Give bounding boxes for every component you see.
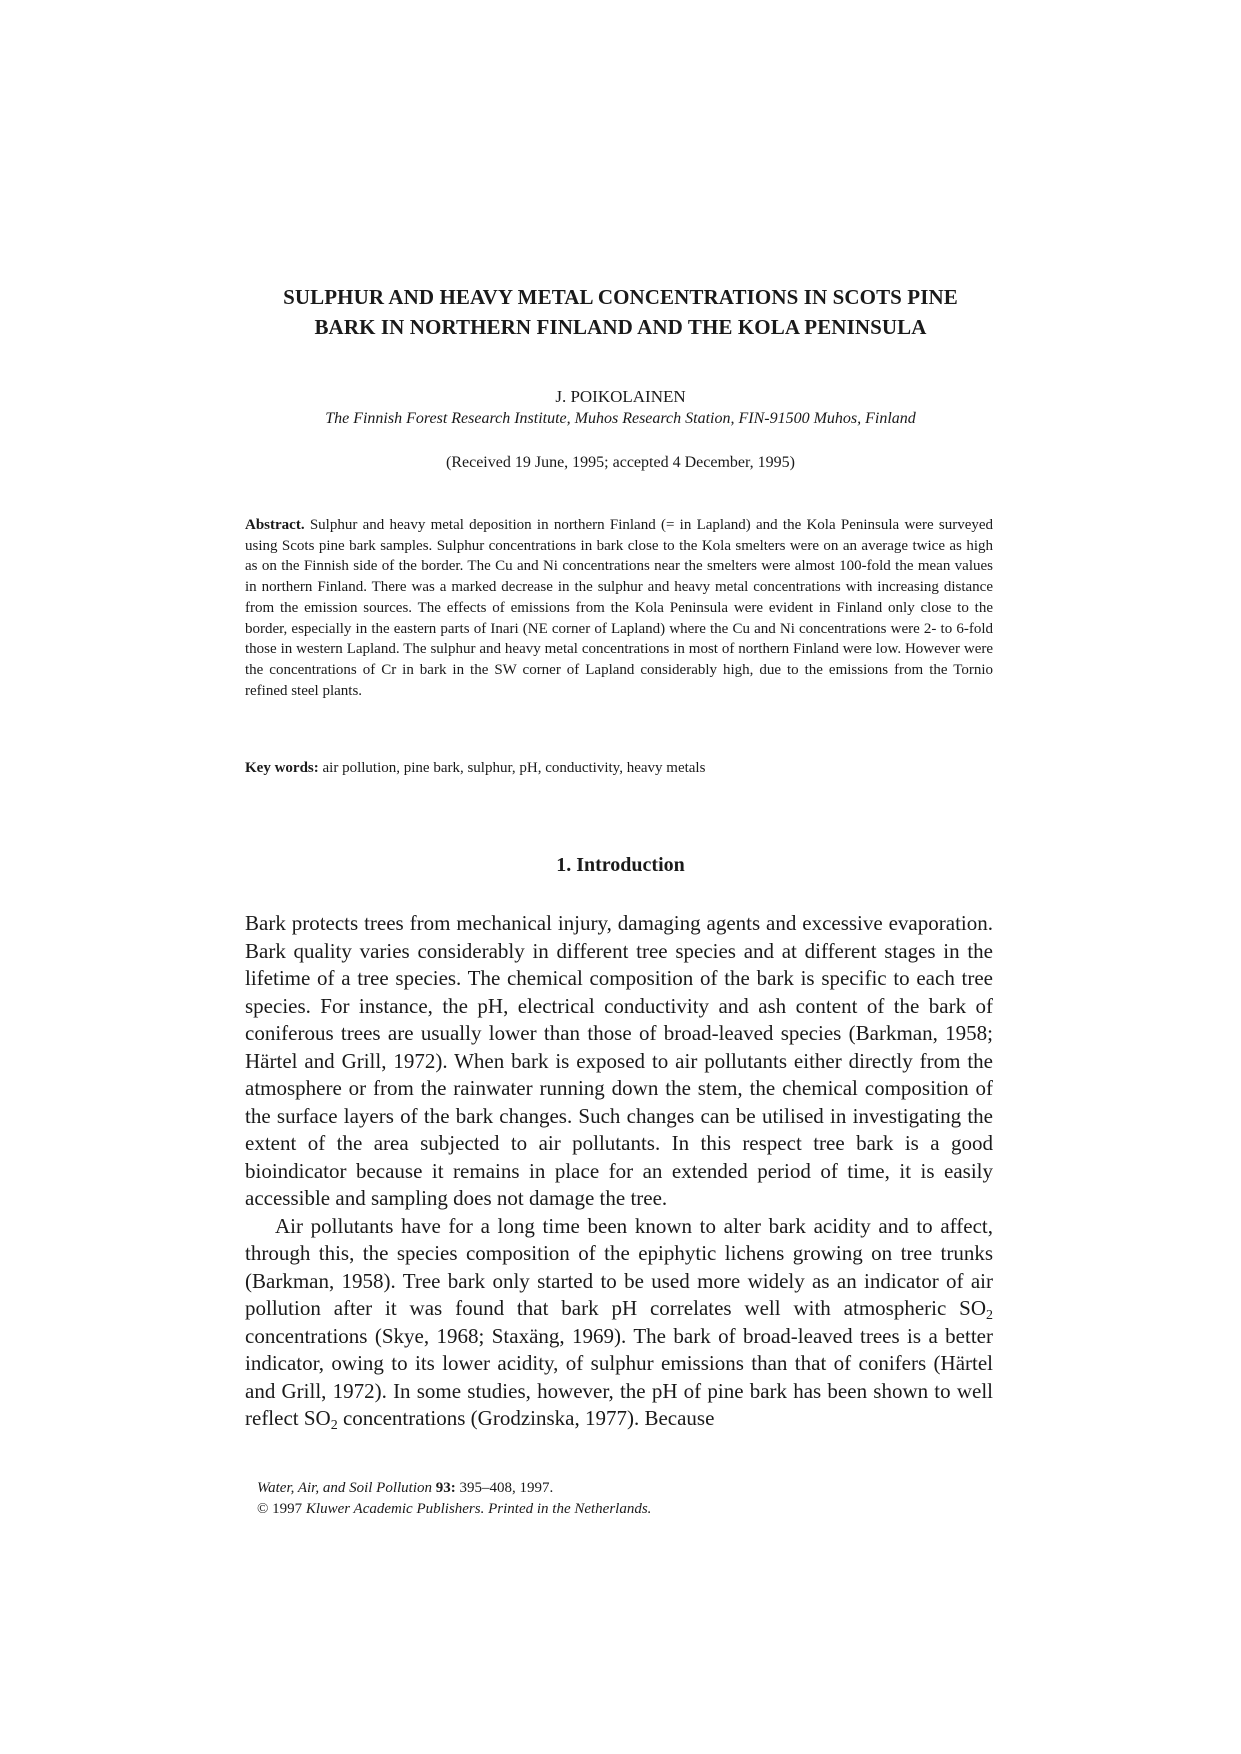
keywords-text: air pollution, pine bark, sulphur, pH, conductivity, heavy metals: [322, 760, 706, 776]
abstract-text: Sulphur and heavy metal deposition in northern Finland (= in Lapland) and the Kola Peninsula were surveyed using Scots pine bark samples. Sulphur concentrations in bark close to the Kola smelters were on an average twice as high as on the Finnish side of the border. The Cu and Ni concentrations near the smelters were almost 100-fold the mean values in northern Finland. There was a marked decrease in the sulphur and heavy metal concentrations with increasing distance from the emission sources. The effects of emissions from the Kola Peninsula were evident in Finland only close to the border, especially in the eastern parts of Inari (NE corner of Lapland) where the Cu and Ni concentrations were 2- to 6-fold those in western Lapland. The sulphur and heavy metal concentrations in most of northern Finland were low. However were the concentrations of Cr in bark in the SW corner of Lapland considerably high, due to the emissions from the Tornio refined steel plants.: [245, 517, 994, 699]
paper-title: [200, 282, 1041, 342]
introduction-body: [245, 910, 993, 1433]
abstract-label: Abstract.: [245, 517, 305, 533]
keywords: [245, 758, 993, 779]
subscript-2: 2: [330, 1418, 338, 1433]
para2-part-a: Air pollutants have for a long time been known to alter bark acidity and to affect, through this, the species composition of the epiphytic lichens growing on tree trunks (Barkman, 1958). Tree bark only started to be used more widely as an indicator of air pollution after it was found that bark pH correlates well with atmospheric SO: [245, 1213, 993, 1320]
copyright-icon: ©: [257, 1501, 269, 1517]
journal-name: Water, Air, and Soil Pollution: [257, 1480, 433, 1496]
journal-volume: 93:: [435, 1480, 456, 1496]
received-dates: (Received 19 June, 1995; accepted 4 December, 1995): [446, 454, 795, 471]
keywords-label: Key words:: [245, 760, 319, 776]
author-name: J. POIKOLAINEN: [555, 387, 686, 406]
journal-pages: 395–408, 1997.: [459, 1480, 554, 1496]
section-heading-introduction: 1. Introduction: [556, 854, 685, 876]
para2-part-b: concentrations (Skye, 1968; Staxäng, 1969). The bark of broad-leaved trees is a better indicator, owing to its lower acidity, of sulphur emissions than that of conifers (Härtel and Grill, 1972). In some studies, however, the pH of pine bark has been shown to well reflect SO: [245, 1323, 993, 1430]
author-affiliation: The Finnish Forest Research Institute, Muhos Research Station, FIN-91500 Muhos, Finland: [325, 410, 916, 427]
copyright-line: [257, 1499, 1005, 1520]
para2-part-c: concentrations (Grodzinska, 1977). Because: [337, 1406, 715, 1430]
title-line-1: SULPHUR AND HEAVY METAL CONCENTRATIONS IN SCOTS PINE: [283, 285, 958, 309]
title-line-2: BARK IN NORTHERN FINLAND AND THE KOLA PENINSULA: [314, 315, 927, 339]
page-footer: [257, 1478, 1005, 1520]
copyright-year: 1997: [272, 1501, 303, 1517]
citation-line: [257, 1478, 1005, 1499]
subscript-2: 2: [986, 1308, 993, 1323]
abstract: [245, 515, 993, 701]
publisher-line: Kluwer Academic Publishers. Printed in the Netherlands.: [305, 1501, 652, 1517]
introduction-paragraph-2: [245, 1213, 993, 1433]
introduction-paragraph-1: Bark protects trees from mechanical injury, damaging agents and excessive evaporation. Bark quality varies considerably in different tree species and at different stages in the lifetime of a tree species. The chemical composition of the bark is specific to each tree species. For instance, the pH, electrical conductivity and ash content of the bark of coniferous trees are usually lower than those of broad-leaved species (Barkman, 1958; Härtel and Grill, 1972). When bark is exposed to air pollutants either directly from the atmosphere or from the rainwater running down the stem, the chemical composition of the surface layers of the bark changes. Such changes can be utilised in investigating the extent of the area subjected to air pollutants. In this respect tree bark is a good bioindicator because it remains in place for an extended period of time, it is easily accessible and sampling does not damage the tree.: [245, 911, 993, 1210]
